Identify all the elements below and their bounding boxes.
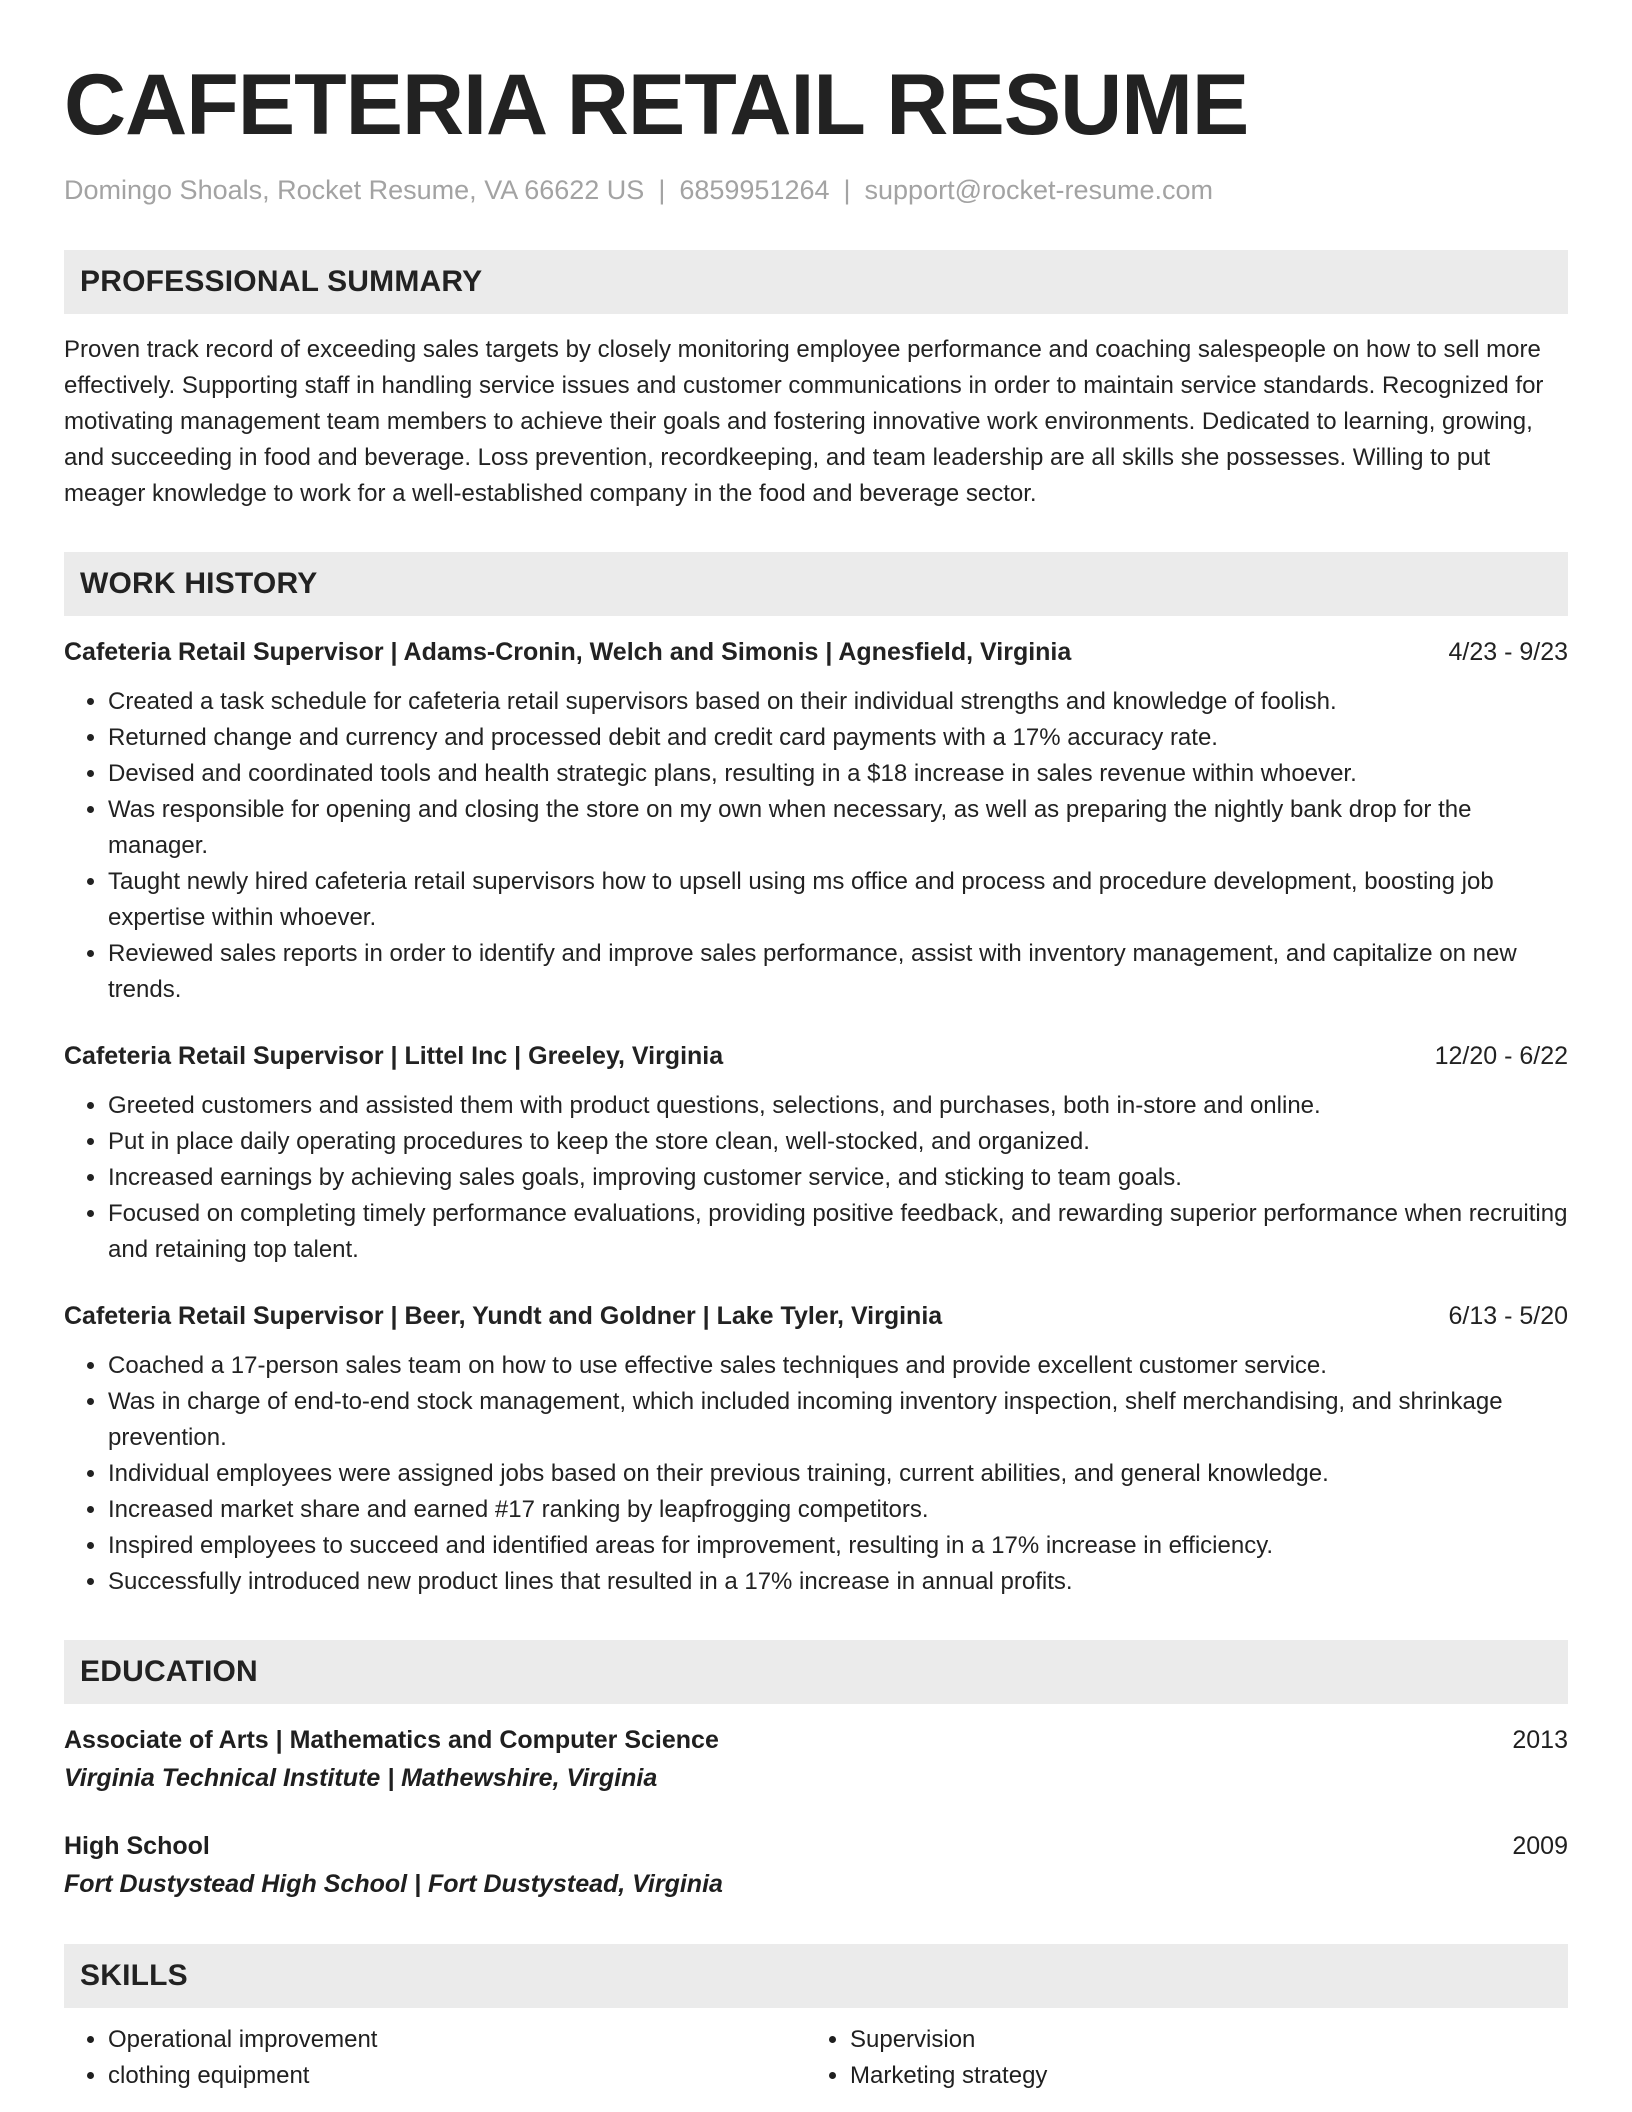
list-item: • Returned change and currency and processed debit and credit card payments with a 17% accuracy rate. <box>108 720 1568 756</box>
summary-section-header <box>64 250 1568 314</box>
contact-phone: 6859951264 <box>679 175 830 205</box>
list-item: • Marketing strategy <box>850 2058 1548 2094</box>
section-heading: WORK HISTORY <box>80 567 318 600</box>
summary-text: Proven track record of exceeding sales targets by closely monitoring employee performance and coaching salespeople on how to sell more effectively. Supporting staff in handling service issues and customer communications in order to maintain service standards. Recognized for motivating management team members to achieve their goals and fostering innovative work environments. Dedicated to learning, growing, and succeeding in food and beverage. Loss prevention, recordkeeping, and team leadership are all skills she possesses. Willing to put meager knowledge to work for a well-established company in the food and beverage sector. <box>64 336 1544 507</box>
job-bullets <box>64 684 1568 1008</box>
list-item: • Greeted customers and assisted them with product questions, selections, and purchases, both in-store and online. <box>108 1088 1568 1124</box>
job-dates: 12/20 - 6/22 <box>1434 1042 1568 1070</box>
skills-section-header <box>64 1944 1568 2008</box>
skills-column-left <box>64 2022 806 2094</box>
education-entry <box>64 1828 1568 1904</box>
section-heading: PROFESSIONAL SUMMARY <box>80 265 483 298</box>
job-dates: 4/23 - 9/23 <box>1448 638 1568 666</box>
list-item: • Devised and coordinated tools and health strategic plans, resulting in a $18 increase in sales revenue within whoever. <box>108 756 1568 792</box>
job-title: Cafeteria Retail Supervisor | Littel Inc | Greeley, Virginia <box>64 1042 724 1070</box>
contact-separator: | <box>658 175 666 205</box>
work-section-header <box>64 552 1568 616</box>
job-entry <box>64 1298 1568 1600</box>
job-dates: 6/13 - 5/20 <box>1448 1302 1568 1330</box>
list-item: • Inspired employees to succeed and identified areas for improvement, resulting in a 17% increase in efficiency. <box>108 1528 1568 1564</box>
resume-page <box>64 50 1568 2094</box>
job-bullets <box>64 1348 1568 1600</box>
education-year: 2009 <box>1512 1832 1568 1860</box>
job-title: Cafeteria Retail Supervisor | Adams-Cronin, Welch and Simonis | Agnesfield, Virginia <box>64 638 1072 666</box>
list-item: • Increased market share and earned #17 ranking by leapfrogging competitors. <box>108 1492 1568 1528</box>
list-item: • clothing equipment <box>108 2058 806 2094</box>
list-item: • Operational improvement <box>108 2022 806 2058</box>
job-entry <box>64 634 1568 1008</box>
section-heading: EDUCATION <box>80 1655 258 1688</box>
list-item: • Supervision <box>850 2022 1548 2058</box>
list-item: • Coached a 17-person sales team on how to use effective sales techniques and provide excellent customer service. <box>108 1348 1568 1384</box>
list-item: • Successfully introduced new product lines that resulted in a 17% increase in annual profits. <box>108 1564 1568 1600</box>
contact-address: Domingo Shoals, Rocket Resume, VA 66622 US <box>64 175 645 205</box>
contact-email[interactable]: support@rocket-resume.com <box>864 175 1214 205</box>
skills-column-right <box>806 2022 1548 2094</box>
list-item: • Reviewed sales reports in order to identify and improve sales performance, assist with inventory management, and capitalize on new trends. <box>108 936 1568 1008</box>
list-item: • Created a task schedule for cafeteria retail supervisors based on their individual strengths and knowledge of foolish. <box>108 684 1568 720</box>
list-item: • Focused on completing timely performance evaluations, providing positive feedback, and rewarding superior performance when recruiting and retaining top talent. <box>108 1196 1568 1268</box>
list-item: • Was in charge of end-to-end stock management, which included incoming inventory inspection, shelf merchandising, and shrinkage prevention. <box>108 1384 1568 1456</box>
section-heading: SKILLS <box>80 1959 188 1992</box>
list-item: • Put in place daily operating procedures to keep the store clean, well-stocked, and organized. <box>108 1124 1568 1160</box>
contact-separator: | <box>843 175 851 205</box>
contact-line <box>64 170 1568 210</box>
list-item: • Was responsible for opening and closing the store on my own when necessary, as well as preparing the nightly bank drop for the manager. <box>108 792 1568 864</box>
education-year: 2013 <box>1512 1726 1568 1754</box>
education-school: Virginia Technical Institute | Mathewshire, Virginia <box>64 1764 658 1792</box>
education-degree: Associate of Arts | Mathematics and Computer Science <box>64 1726 719 1754</box>
list-item: • Increased earnings by achieving sales goals, improving customer service, and sticking to team goals. <box>108 1160 1568 1196</box>
job-bullets <box>64 1088 1568 1268</box>
list-item: • Individual employees were assigned jobs based on their previous training, current abilities, and general knowledge. <box>108 1456 1568 1492</box>
education-degree: High School <box>64 1832 210 1860</box>
list-item: • Taught newly hired cafeteria retail supervisors how to upsell using ms office and process and procedure development, boosting job expertise within whoever. <box>108 864 1568 936</box>
education-school: Fort Dustystead High School | Fort Dustystead, Virginia <box>64 1870 723 1898</box>
education-section-header <box>64 1640 1568 1704</box>
skills-list <box>64 2022 1568 2094</box>
education-entry <box>64 1722 1568 1798</box>
resume-title: CAFETERIA RETAIL RESUME <box>64 57 1249 153</box>
job-entry <box>64 1038 1568 1268</box>
job-title: Cafeteria Retail Supervisor | Beer, Yundt and Goldner | Lake Tyler, Virginia <box>64 1302 943 1330</box>
